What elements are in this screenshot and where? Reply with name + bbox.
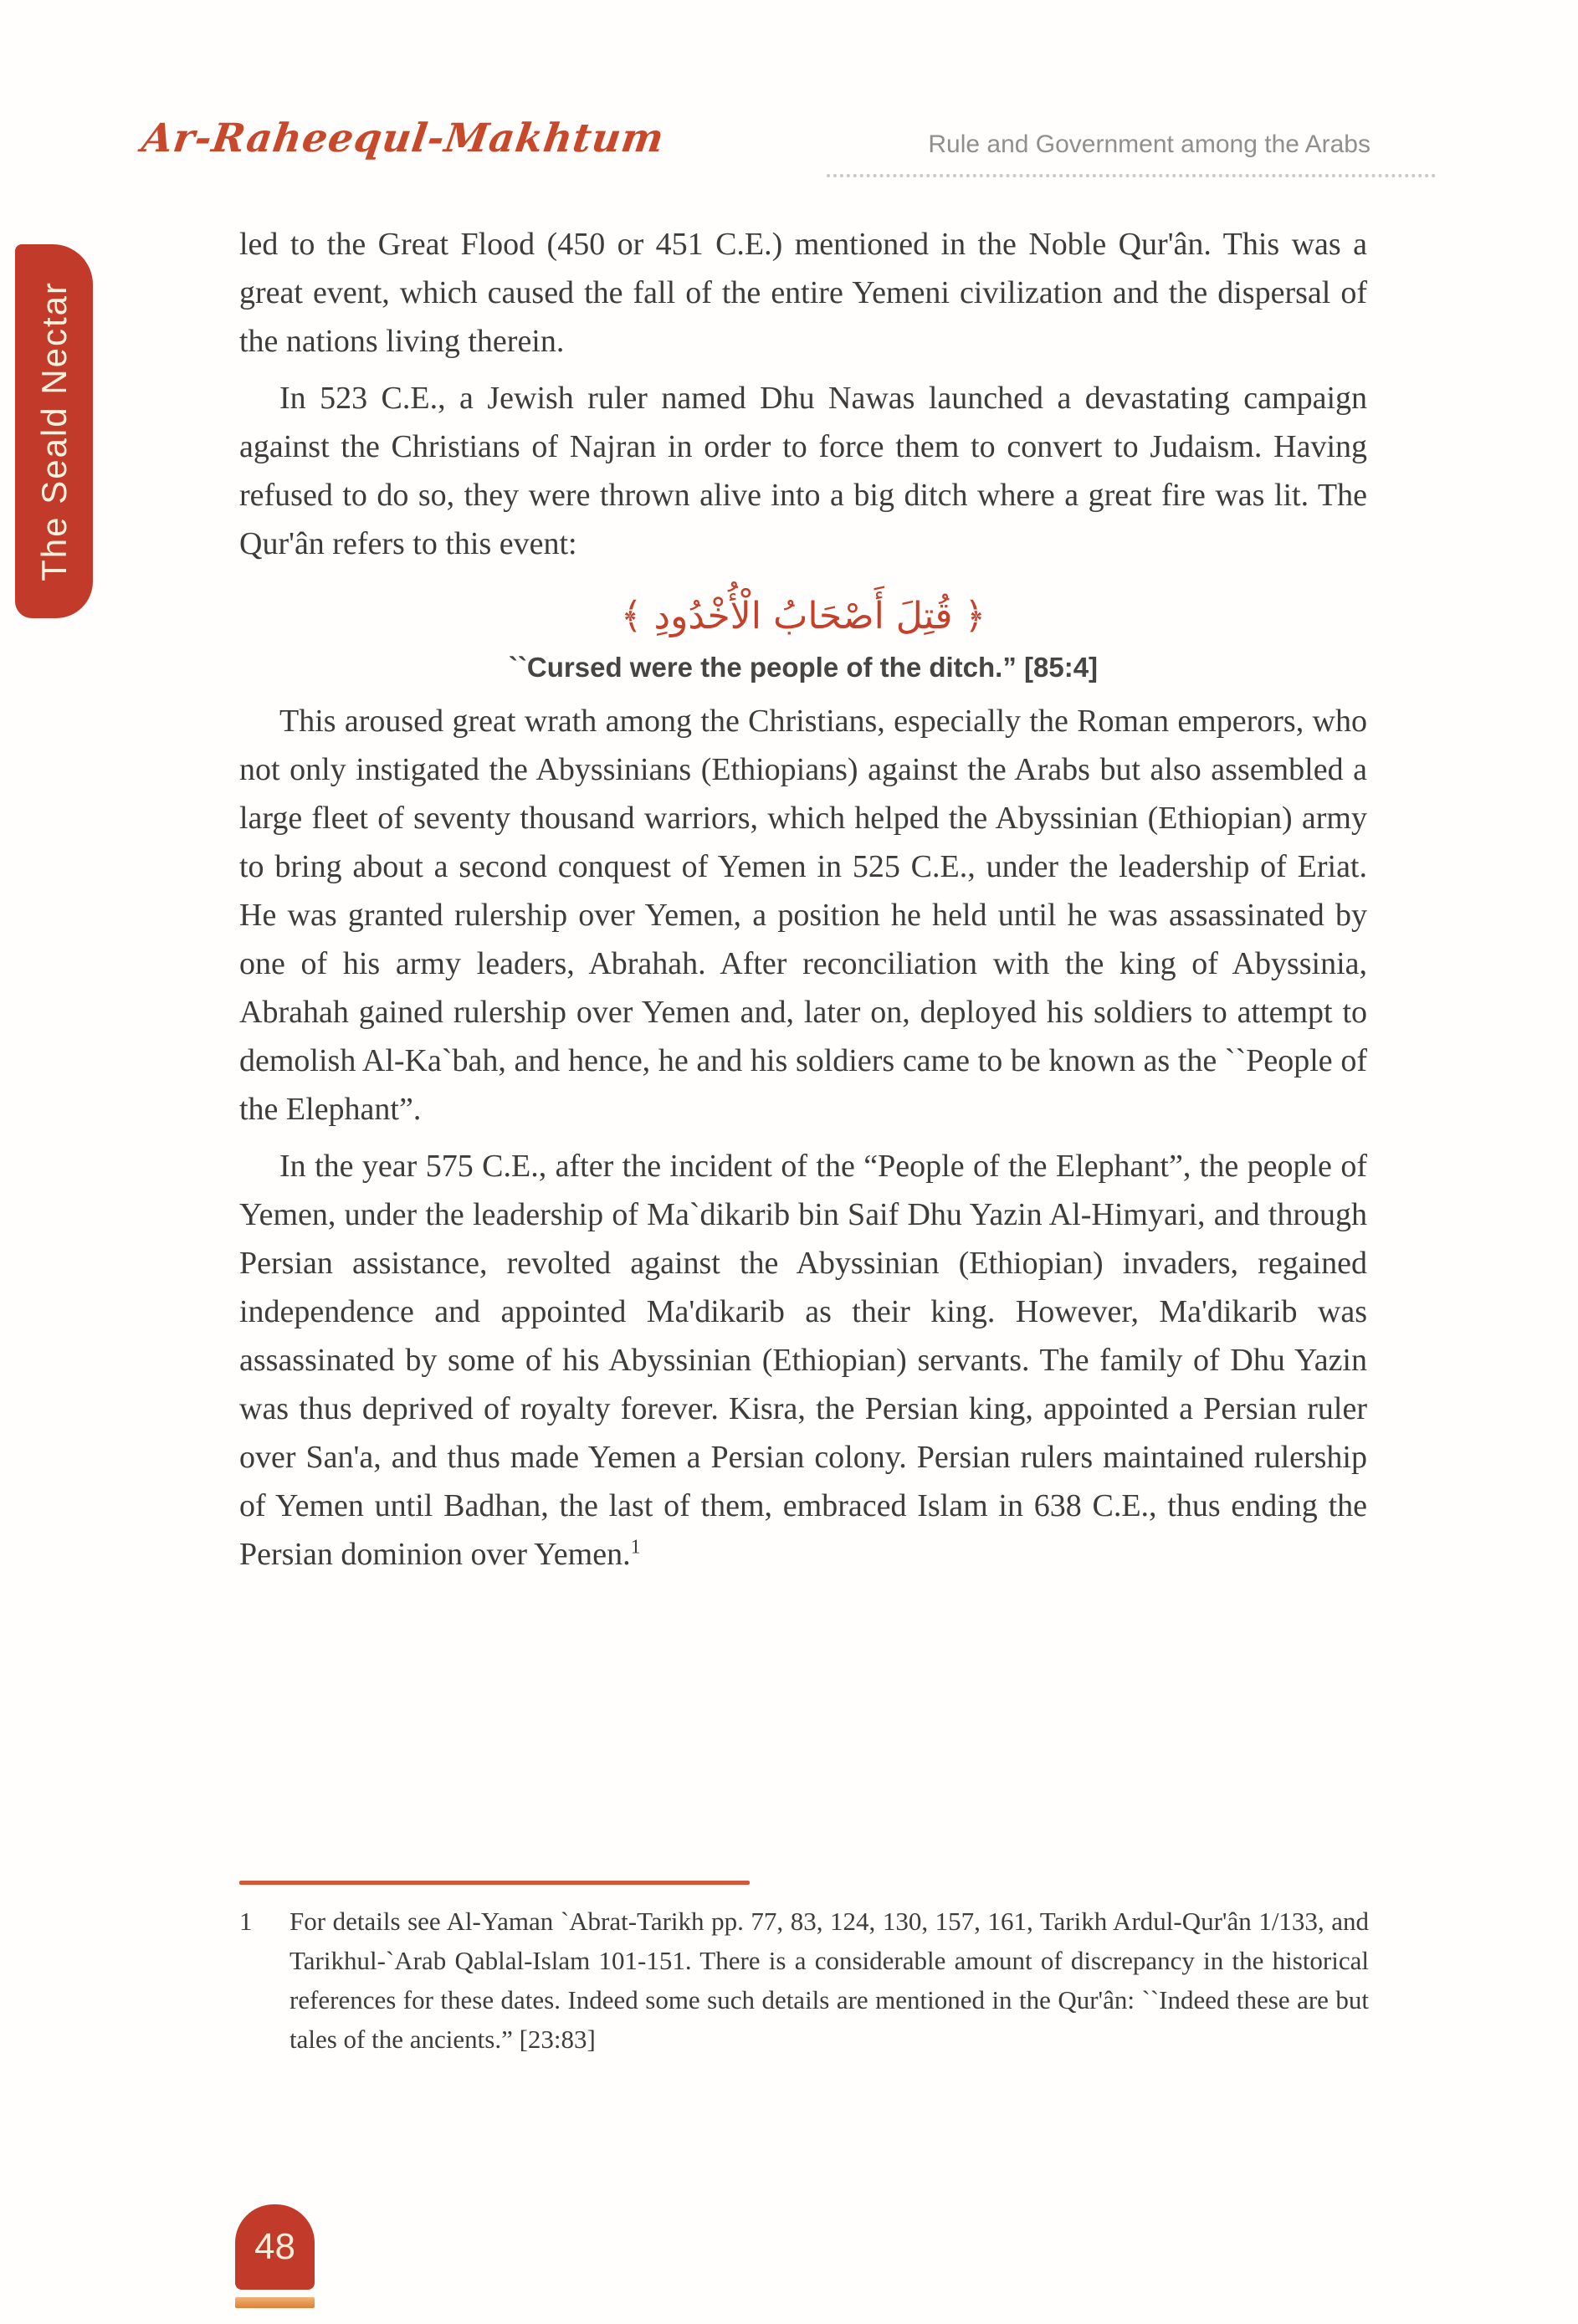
- quran-verse-translation: ``Cursed were the people of the ditch.” [85:4]: [508, 651, 1099, 683]
- paragraph: [239, 1142, 1367, 1579]
- footnote-block: [239, 1881, 1369, 2059]
- footnote-number: 1: [239, 1907, 253, 1936]
- paragraph: In 523 C.E., a Jewish ruler named Dhu Nawas launched a devastating campaign against the Christians of Najran in order to force them to convert to Judaism. Having refused to do so, they were thrown alive into a big ditch where a great fire was lit. The Qur'ân refers to this event:: [239, 381, 1367, 561]
- page-number: 48: [254, 2226, 295, 2267]
- side-tab-label: The Seald Nectar: [33, 281, 74, 581]
- header-dotted-divider: [827, 147, 1436, 177]
- footnote-row: [239, 1902, 1369, 2059]
- quran-verse-arabic: ﴿ قُتِلَ أَصْحَابُ الْأُخْدُودِ ﴾: [620, 595, 986, 637]
- footnote-text: For details see Al-Yaman `Abrat-Tarikh pp. 77, 83, 124, 130, 157, 161, Tarikh Ardul-Qur'ân 1/133, and Tarikhul-`Arab Qablal-Islam 101-151. There is a considerable amount of discrepancy in the historical references for these dates. Indeed some such details are mentioned in the Qur'ân: ``Indeed these are but tales of the ancients.” [23:83]: [289, 1907, 1369, 2054]
- paragraph: led to the Great Flood (450 or 451 C.E.) mentioned in the Noble Qur'ân. This was a great event, which caused the fall of the entire Yemeni civilization and the dispersal of the nations living therein.: [239, 227, 1367, 359]
- footer-accent-bar: [235, 2297, 315, 2308]
- side-tab: [15, 244, 93, 618]
- book-title-calligraphy: Ar-Raheequl-Makhtum: [139, 115, 668, 161]
- body-text-column: [239, 220, 1367, 1579]
- paragraph-text: This aroused great wrath among the Christians, especially the Roman emperors, who not only instigated the Abyssinians (Ethiopians) against the Arabs but also assembled a large fleet of seventy thousand warriors, which helped the Abyssinian (Ethiopian) army to bring about a second conquest of Yemen in 525 C.E., under the leadership of Eriat. He was granted rulership over Yemen, a position he held until he was assassinated by one of his army leaders, Abrahah. After reconciliation with the king of Abyssinia, Abrahah gained rulership over Yemen and, later on, deployed his soldiers to attempt to demolish Al-Ka`bah, and hence, he and his soldiers came to be known as the ``People of the Elephant”.: [239, 703, 1367, 1127]
- paragraph-text: In the year 575 C.E., after the incident of the “People of the Elephant”, the people of Yemen, under the leadership of Ma`dikarib bin Saif Dhu Yazin Al-Himyari, and through Persian assistance, revolted against the Abyssinian (Ethiopian) invaders, regained independence and appointed Ma'dikarib as their king. However, Ma'dikarib was assassinated by some of his Abyssinian (Ethiopian) servants. The family of Dhu Yazin was thus deprived of royalty forever. Kisra, the Persian king, appointed a Persian ruler over San'a, and thus made Yemen a Persian colony. Persian rulers maintained rulership of Yemen until Badhan, the last of them, embraced Islam in 638 C.E., thus ending the Persian dominion over Yemen.: [239, 1148, 1367, 1572]
- quran-verse-block: [239, 590, 1367, 683]
- page-number-badge: [235, 2204, 315, 2290]
- chapter-running-head: Rule and Government among the Arabs: [928, 131, 1371, 158]
- footnote-reference: 1: [630, 1536, 641, 1559]
- footnote-divider: [239, 1881, 750, 1885]
- paragraph: [239, 697, 1367, 1134]
